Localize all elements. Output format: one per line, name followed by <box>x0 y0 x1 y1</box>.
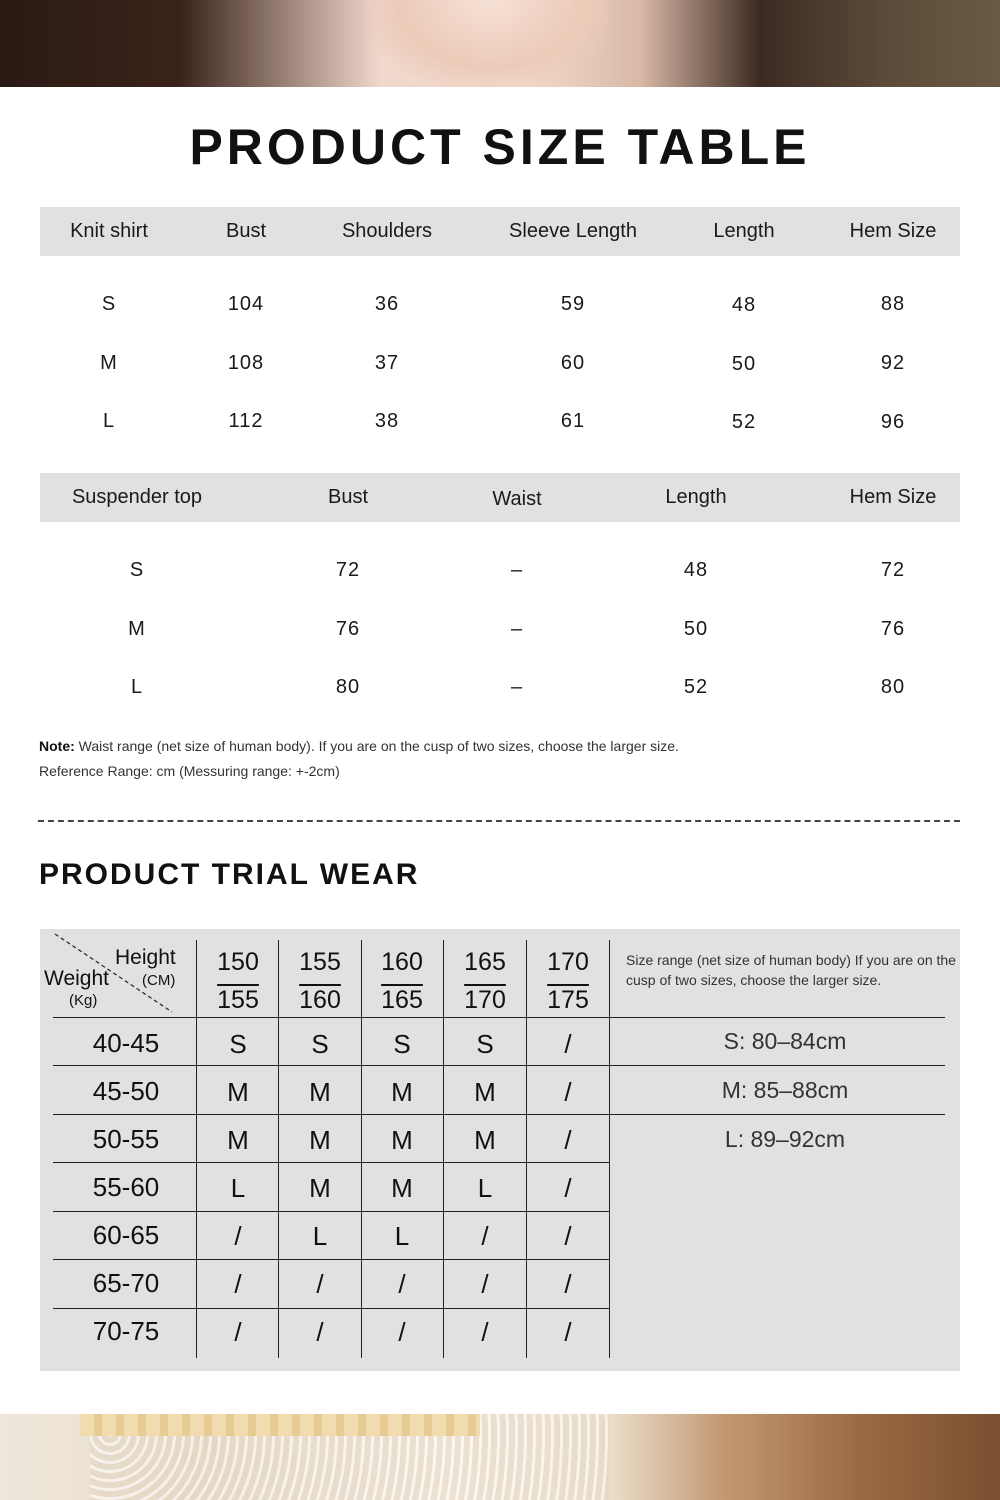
knit-header-cell: Hem Size <box>849 220 937 242</box>
hem-cell: 72 <box>880 559 906 581</box>
size-cell: L <box>230 1173 246 1203</box>
hem-cell: 80 <box>880 676 906 698</box>
height-column-header <box>547 943 589 1019</box>
bust-cell: 104 <box>227 293 265 315</box>
weight-cell: 40-45 <box>92 1028 160 1058</box>
hem-cell: 96 <box>880 411 906 433</box>
length-cell: 52 <box>731 411 757 433</box>
grid-line <box>196 940 197 1358</box>
knit-header-cell: Knit shirt <box>70 220 148 242</box>
bust-cell: 80 <box>335 676 361 698</box>
hem-cell: 88 <box>880 293 906 315</box>
weight-cell: 60-65 <box>92 1220 160 1250</box>
bust-cell: 108 <box>227 352 265 374</box>
size-cell: S <box>311 1029 329 1059</box>
size-cell: L <box>312 1221 328 1251</box>
size-cell: M <box>227 1077 249 1107</box>
size-cell: M <box>100 352 118 374</box>
length-cell: 48 <box>683 559 709 581</box>
hem-cell: 92 <box>880 352 906 374</box>
weight-cell: 50-55 <box>92 1124 160 1154</box>
height-column-header <box>464 943 506 1019</box>
sleeve-cell: 59 <box>560 293 586 315</box>
size-cell: M <box>474 1125 496 1155</box>
length-cell: 52 <box>683 676 709 698</box>
size-cell: / <box>564 1269 572 1299</box>
height-from: 170 <box>547 948 589 976</box>
grid-line <box>443 940 444 1358</box>
size-cell: / <box>316 1317 324 1347</box>
suspender-header-cell: Waist <box>492 488 542 510</box>
size-cell: / <box>564 1221 572 1251</box>
bust-cell: 76 <box>335 618 361 640</box>
suspender-header-cell: Bust <box>327 486 369 508</box>
size-cell: / <box>316 1269 324 1299</box>
size-cell: M <box>309 1125 331 1155</box>
grid-line <box>361 940 362 1358</box>
size-cell: / <box>564 1125 572 1155</box>
grid-line <box>526 940 527 1358</box>
size-cell: S <box>393 1029 411 1059</box>
size-cell: / <box>564 1173 572 1203</box>
size-cell: / <box>481 1269 489 1299</box>
grid-line <box>609 940 610 1358</box>
waist-cell: – <box>510 676 524 698</box>
weight-unit-label: (Kg) <box>69 992 98 1009</box>
grid-line <box>278 940 279 1358</box>
size-cell: / <box>398 1317 406 1347</box>
hem-cell: 76 <box>880 618 906 640</box>
height-header-label: Height <box>115 946 176 969</box>
height-to: 160 <box>299 986 341 1014</box>
sleeve-cell: 61 <box>560 410 586 432</box>
weight-cell: 70-75 <box>92 1316 160 1346</box>
height-from: 165 <box>464 948 506 976</box>
height-column-header <box>299 943 341 1019</box>
size-cell: M <box>474 1077 496 1107</box>
height-to: 165 <box>381 986 423 1014</box>
size-cell: / <box>481 1221 489 1251</box>
size-cell: M <box>128 618 146 640</box>
grid-line <box>53 1211 610 1212</box>
size-range-s: S: 80–84cm <box>723 1028 847 1054</box>
grid-line <box>53 1308 610 1309</box>
size-cell: M <box>309 1173 331 1203</box>
size-cell: S <box>229 1029 247 1059</box>
size-cell: / <box>564 1029 572 1059</box>
size-cell: / <box>564 1077 572 1107</box>
knit-header-cell: Bust <box>225 220 267 242</box>
height-to: 175 <box>547 986 589 1014</box>
size-cell: M <box>227 1125 249 1155</box>
weight-cell: 65-70 <box>92 1268 160 1298</box>
height-to: 155 <box>217 986 259 1014</box>
size-cell: L <box>394 1221 410 1251</box>
size-cell: / <box>234 1317 242 1347</box>
bust-cell: 72 <box>335 559 361 581</box>
weight-header-label: Weight <box>44 967 109 990</box>
size-cell: / <box>234 1221 242 1251</box>
height-column-header <box>381 943 423 1019</box>
knit-hem-image <box>80 1414 480 1436</box>
size-cell: / <box>481 1317 489 1347</box>
height-to: 170 <box>464 986 506 1014</box>
trial-wear-title: PRODUCT TRIAL WEAR <box>39 858 420 891</box>
length-cell: 50 <box>683 618 709 640</box>
size-range-note: Size range (net size of human body) If you are on the cusp of two sizes, choose the larger size. <box>626 952 956 988</box>
length-cell: 48 <box>731 294 757 316</box>
weight-cell: 55-60 <box>92 1172 160 1202</box>
sleeve-cell: 60 <box>560 352 586 374</box>
grid-line <box>53 1065 945 1066</box>
size-cell: M <box>391 1125 413 1155</box>
suspender-header-cell: Length <box>665 486 727 508</box>
note-label: Note: <box>39 738 75 754</box>
size-range-l: L: 89–92cm <box>724 1126 846 1152</box>
grid-line <box>53 1162 610 1163</box>
waist-cell: – <box>510 559 524 581</box>
size-cell: S <box>101 293 117 315</box>
size-cell: / <box>564 1317 572 1347</box>
size-cell: S <box>476 1029 494 1059</box>
shoulders-cell: 38 <box>374 410 400 432</box>
grid-line <box>53 1114 945 1115</box>
height-from: 155 <box>299 948 341 976</box>
shoulders-cell: 36 <box>374 293 400 315</box>
grid-line <box>53 1259 610 1260</box>
knit-header-cell: Length <box>713 220 775 242</box>
size-cell: / <box>398 1269 406 1299</box>
size-cell: / <box>234 1269 242 1299</box>
shoulders-cell: 37 <box>374 352 400 374</box>
height-column-header <box>217 943 259 1019</box>
height-from: 160 <box>381 948 423 976</box>
suspender-header-cell: Hem Size <box>849 486 937 508</box>
height-from: 150 <box>217 948 259 976</box>
reference-range: Reference Range: cm (Messuring range: +-2cm) <box>39 763 340 779</box>
bottom-photo-strip <box>0 1414 1000 1500</box>
height-unit-label: (CM) <box>142 972 176 989</box>
size-cell: M <box>391 1173 413 1203</box>
size-range-m: M: 85–88cm <box>721 1077 849 1103</box>
suspender-header-cell: Suspender top <box>71 486 203 508</box>
size-cell: M <box>309 1077 331 1107</box>
size-cell: L <box>477 1173 493 1203</box>
bust-cell: 112 <box>228 410 264 432</box>
weight-cell: 45-50 <box>92 1076 160 1106</box>
size-cell: M <box>391 1077 413 1107</box>
page-title: PRODUCT SIZE TABLE <box>189 119 811 175</box>
size-cell: S <box>129 559 145 581</box>
note-text: Waist range (net size of human body). If you are on the cusp of two sizes, choose the larger size. <box>74 738 679 754</box>
size-cell: L <box>130 676 144 698</box>
size-cell: L <box>102 410 116 432</box>
length-cell: 50 <box>731 353 757 375</box>
knit-header-cell: Sleeve Length <box>509 220 637 242</box>
knit-header-cell: Shoulders <box>341 220 433 242</box>
waist-cell: – <box>510 618 524 640</box>
